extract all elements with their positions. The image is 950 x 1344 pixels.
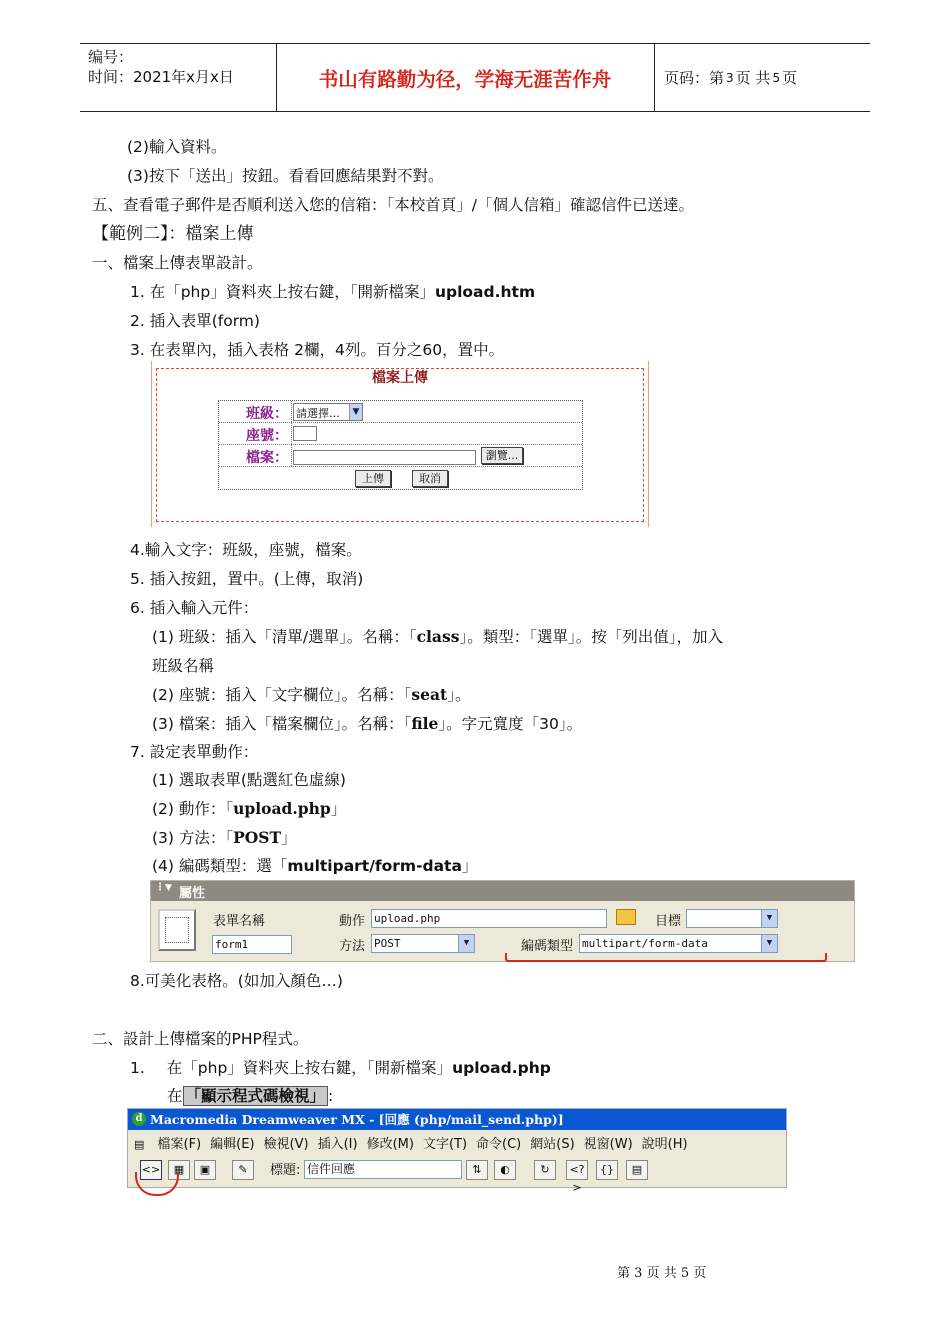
- code-view-icon[interactable]: <>: [140, 1160, 162, 1180]
- text-line: (3)按下「送出」按鈕。看看回應結果對不對。: [127, 167, 444, 185]
- live-data-icon[interactable]: ✎: [232, 1160, 254, 1180]
- dreamweaver-screenshot: [127, 1108, 787, 1194]
- form-table: [218, 400, 583, 490]
- footer-prefix: 第: [617, 1266, 631, 1281]
- target-label: 目標: [655, 914, 682, 929]
- step-text: 」: [330, 800, 347, 818]
- section-heading: 二、設計上傳檔案的PHP程式。: [92, 1030, 309, 1048]
- step-line: 2. 插入表單(form): [130, 312, 260, 330]
- seat-input[interactable]: [293, 426, 317, 441]
- step-text: (2) 動作：「: [152, 800, 234, 818]
- menu-item-commands[interactable]: 命令(C): [476, 1137, 522, 1152]
- field-name: class: [416, 627, 460, 646]
- filename: upload.php: [452, 1059, 551, 1077]
- form-design-screenshot: [151, 361, 649, 527]
- form-name-input[interactable]: form1: [212, 935, 292, 954]
- form-name-label: 表單名稱: [213, 914, 266, 929]
- split-view-icon[interactable]: ▦: [168, 1160, 190, 1180]
- text-line: 五、查看電子郵件是否順利送入您的信箱：「本校首頁」/「個人信箱」確認信件已送達。: [92, 196, 694, 214]
- properties-title-bar[interactable]: [151, 881, 854, 901]
- target-select[interactable]: [686, 909, 778, 928]
- menu-bar: [128, 1133, 697, 1153]
- class-label: 班級：: [246, 406, 288, 422]
- page-end: 页: [782, 69, 798, 87]
- class-select[interactable]: [293, 403, 363, 421]
- step-text: 」。類型：「選單」。按「列出值」，加入: [459, 628, 723, 646]
- text-line: (2)輸入資料。: [127, 138, 227, 156]
- form-icon: [158, 909, 196, 951]
- step-text: 」。字元寬度「30」。: [438, 715, 583, 733]
- menu-item-view[interactable]: 檢視(V): [263, 1137, 309, 1152]
- properties-panel-screenshot: [150, 880, 855, 962]
- page-header: [80, 43, 870, 112]
- dreamweaver-logo-icon: d: [132, 1112, 146, 1126]
- page-total: 5: [772, 70, 781, 85]
- step-text: 在: [167, 1087, 183, 1105]
- footer-page: 3: [634, 1266, 643, 1281]
- view-options-icon[interactable]: ▤: [626, 1160, 648, 1180]
- step-line: [152, 798, 346, 820]
- class-select-value: 請選擇…: [296, 407, 340, 420]
- filename: upload.htm: [434, 283, 536, 301]
- chevron-down-icon[interactable]: ▼: [761, 935, 777, 952]
- header-motto: 书山有路勤为径，学海无涯苦作舟: [318, 67, 612, 91]
- menu-item-help[interactable]: 說明(H): [641, 1137, 688, 1152]
- code-view-label: 「顯示程式碼檢視」: [183, 1086, 329, 1106]
- highlight-underline: [505, 953, 827, 962]
- window-title: Macromedia Dreamweaver MX - [回應 (php/mail_send.php)]: [150, 1112, 564, 1127]
- step-text: (1) 班級：插入「清單/選單」。名稱：「: [152, 628, 417, 646]
- submit-button[interactable]: 上傳: [355, 470, 391, 487]
- step-text: (3) 方法：「: [152, 829, 234, 847]
- step-text: 」。: [447, 686, 471, 704]
- menu-item-window[interactable]: 視窗(W): [583, 1137, 633, 1152]
- code-navigation-icon[interactable]: {}: [596, 1160, 618, 1180]
- step-text: (4) 編碼類型：選「: [152, 857, 288, 875]
- table-row: [219, 401, 582, 423]
- properties-title: 屬性: [179, 886, 206, 901]
- field-name: POST: [233, 828, 282, 847]
- date-label: 时间：2021年x月x日: [88, 68, 234, 86]
- chevron-down-icon[interactable]: ▼: [349, 404, 362, 420]
- enctype-select[interactable]: [579, 934, 778, 953]
- menu-item-insert[interactable]: 插入(I): [317, 1137, 358, 1152]
- step-line: [152, 626, 723, 648]
- header-divider: [654, 44, 655, 111]
- cancel-button[interactable]: 取消: [412, 470, 448, 487]
- highlight-circle: [135, 1172, 179, 1196]
- section-heading: 一、檔案上傳表單設計。: [92, 254, 263, 272]
- window-title-bar: [128, 1109, 786, 1130]
- preview-browser-icon[interactable]: ◐: [494, 1160, 516, 1180]
- step-text: 1. 在「php」資料夾上按右鍵，「開新檔案」: [130, 283, 435, 301]
- title-field-label: 標題:: [270, 1163, 301, 1178]
- footer-total: 5: [680, 1266, 690, 1281]
- step-line: [152, 855, 477, 877]
- field-name: multipart/form-data: [287, 857, 462, 875]
- field-name: seat: [411, 685, 448, 704]
- field-name: file: [411, 714, 439, 733]
- file-label: 檔案：: [246, 450, 288, 466]
- step-line: 班級名稱: [152, 657, 215, 675]
- section-heading: 【範例二】：檔案上傳: [92, 224, 254, 244]
- header-left: [88, 47, 234, 87]
- step-line: [130, 281, 535, 303]
- menu-item-text[interactable]: 文字(T): [422, 1137, 468, 1152]
- step-line: 7. 設定表單動作：: [130, 743, 259, 761]
- action-label: 動作: [339, 914, 366, 929]
- step-line: 8.可美化表格。(如加入顏色…): [130, 972, 343, 990]
- document-icon: ▤: [134, 1138, 145, 1151]
- step-line: [130, 1057, 551, 1079]
- file-management-icon[interactable]: ⇅: [466, 1160, 488, 1180]
- menu-item-site[interactable]: 網站(S): [530, 1137, 575, 1152]
- step-line: (1) 選取表單(點選紅色虛線): [152, 771, 346, 789]
- step-text: (2) 座號：插入「文字欄位」。名稱：「: [152, 686, 412, 704]
- method-value: POST: [374, 937, 401, 950]
- step-line: [167, 1085, 333, 1107]
- file-input[interactable]: [293, 450, 476, 465]
- menu-item-modify[interactable]: 修改(M): [366, 1137, 414, 1152]
- refresh-icon[interactable]: ↻: [534, 1160, 556, 1180]
- grip-icon: ⋮: [155, 882, 165, 893]
- form-title: 檔案上傳: [372, 370, 428, 386]
- enctype-label: 編碼類型: [521, 939, 574, 954]
- menu-item-edit[interactable]: 編輯(E): [210, 1137, 255, 1152]
- step-line: [152, 713, 582, 735]
- title-field-input[interactable]: 信件回應: [304, 1160, 462, 1179]
- table-row: [219, 423, 582, 445]
- step-text: 」: [281, 829, 297, 847]
- page-mid: 页 共: [735, 69, 771, 87]
- page-number: 3: [726, 70, 734, 85]
- step-text: (3) 檔案：插入「檔案欄位」。名稱：「: [152, 715, 412, 733]
- step-line: [152, 827, 297, 849]
- method-select[interactable]: [371, 934, 475, 953]
- step-text: 在「php」資料夾上按右鍵，「開新檔案」: [166, 1059, 453, 1077]
- design-view-icon[interactable]: ▣: [194, 1160, 216, 1180]
- page-label: 页码：第: [664, 69, 725, 87]
- chevron-down-icon[interactable]: ▼: [458, 935, 474, 952]
- step-text: 」: [461, 857, 478, 875]
- browse-button[interactable]: 瀏覽...: [481, 447, 523, 464]
- step-line: [152, 684, 470, 706]
- seat-label: 座號：: [246, 428, 288, 444]
- step-line: 6. 插入輸入元件：: [130, 599, 259, 617]
- header-page-info: [664, 44, 797, 111]
- method-label: 方法: [339, 939, 366, 954]
- field-name: upload.php: [233, 799, 331, 818]
- step-number: 1.: [130, 1059, 145, 1077]
- step-text: :: [328, 1087, 334, 1105]
- triangle-down-icon[interactable]: ▼: [165, 883, 172, 893]
- enctype-value: multipart/form-data: [582, 937, 708, 950]
- footer-suffix: 页: [693, 1266, 707, 1281]
- footer-mid: 页 共: [646, 1266, 677, 1281]
- folder-icon[interactable]: [616, 909, 636, 925]
- page-footer: [617, 1263, 706, 1285]
- step-line: 3. 在表單內，插入表格 2欄，4列。百分之60，置中。: [130, 341, 505, 359]
- reference-icon[interactable]: <?>: [566, 1160, 588, 1180]
- number-label: 编号：: [88, 48, 134, 66]
- action-input[interactable]: upload.php: [371, 909, 607, 928]
- menu-item-file[interactable]: 檔案(F): [157, 1137, 202, 1152]
- step-line: 5. 插入按鈕，置中。(上傳，取消): [130, 570, 364, 588]
- table-row: [219, 445, 582, 467]
- step-line: 4.輸入文字：班級，座號，檔案。: [130, 541, 362, 559]
- chevron-down-icon[interactable]: ▼: [761, 910, 777, 927]
